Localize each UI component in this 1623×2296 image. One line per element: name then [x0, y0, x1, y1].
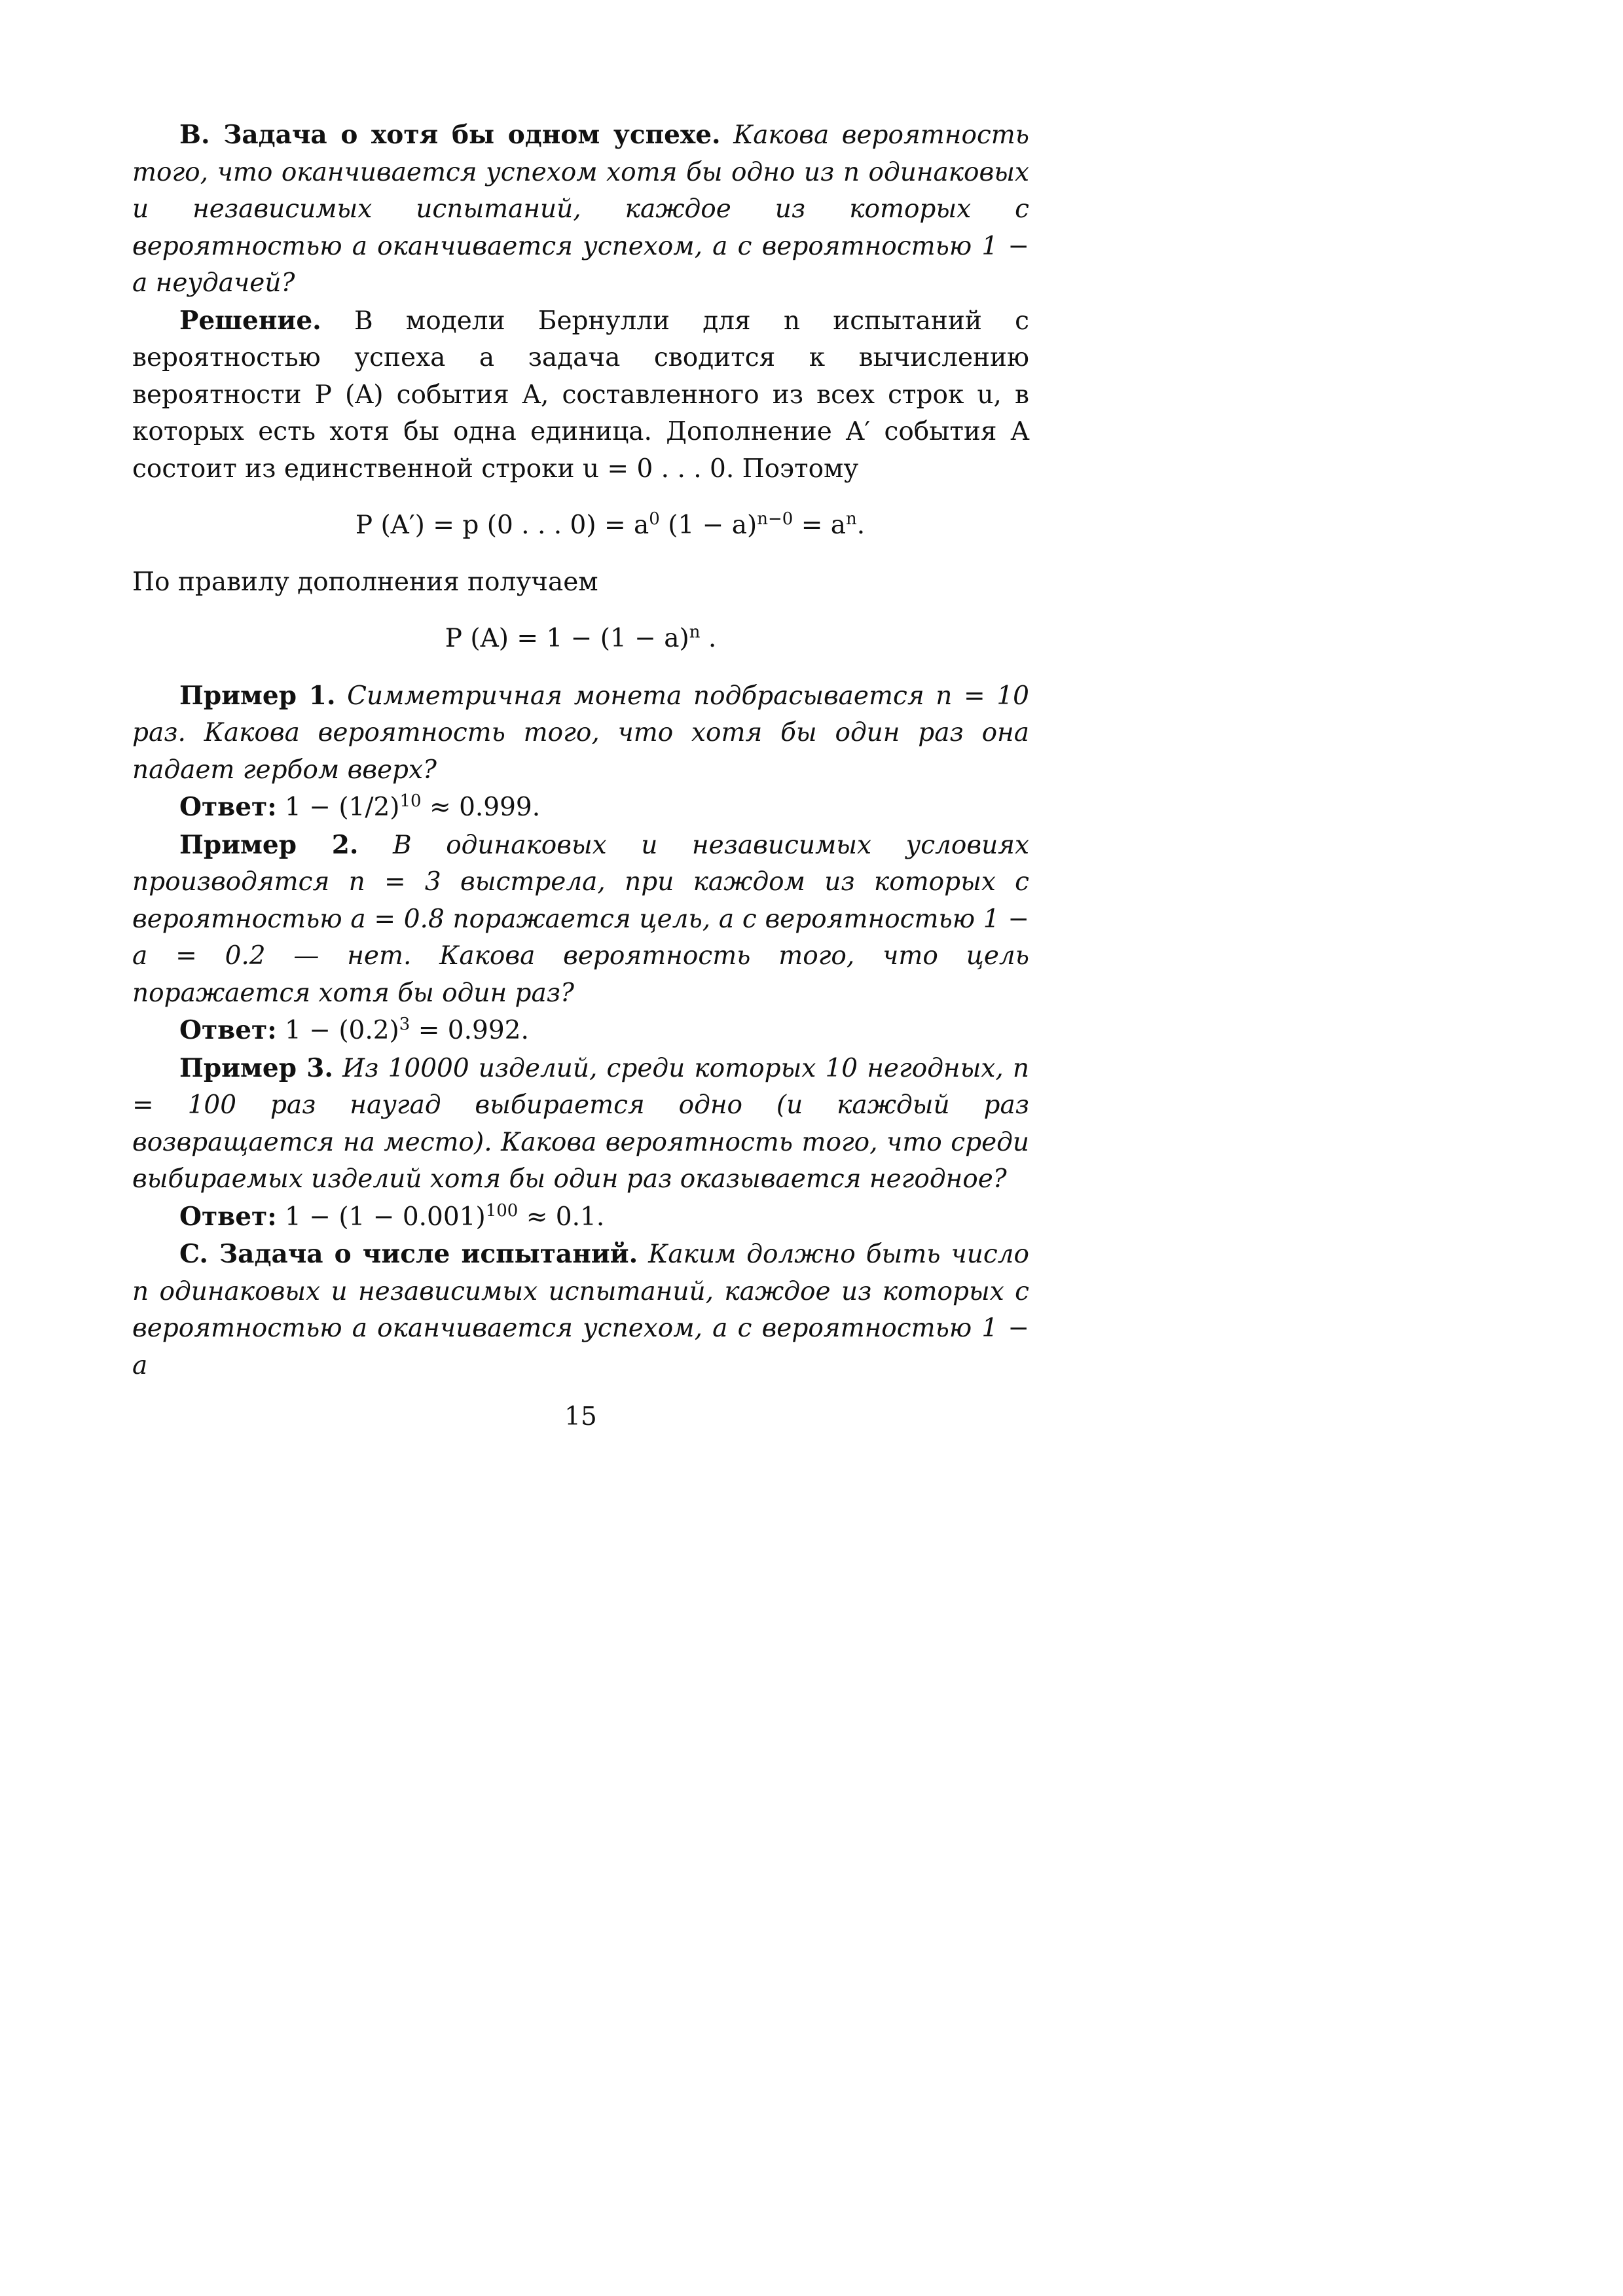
page-number: 15 — [564, 1402, 597, 1431]
example-1-label: Пример 1. — [179, 680, 336, 711]
solution-label: Решение. — [179, 305, 321, 336]
example-2-answer — [132, 1012, 1029, 1050]
example-1-answer-tail: ≈ 0.999. — [421, 793, 541, 822]
example-1-answer-label: Ответ: — [179, 792, 277, 822]
example-3-answer-label: Ответ: — [179, 1201, 277, 1232]
example-2-text: В одинаковых и независимых условиях производятся n = 3 выстрела, при каждом из которых с вероятностью a = 0.8 поражается цель, а с вероятностью 1 − a = 0.2 — нет. Какова вероятность того, что цель поражается хотя бы один раз? — [132, 830, 1029, 1008]
eq1-exp-n-minus-0: n−0 — [757, 509, 793, 529]
equation-complement-probability — [132, 507, 1029, 545]
solution-text: В модели Бернулли для n испытаний с вероятностью успеха a задача сводится к вычислению вероятности P (A) события A, составленного из всех строк u, в которых есть хотя бы одна единица. Дополнение A′ события A состоит из единственной строки u = 0 . . . 0. Поэтому — [132, 306, 1029, 484]
equation-probability-a — [132, 620, 1029, 658]
section-b-paragraph — [132, 117, 1029, 302]
eq2-exp-n: n — [689, 622, 701, 642]
example-1 — [132, 677, 1029, 789]
eq1-exp-zero: 0 — [649, 509, 660, 529]
eq1-lhs: P (A′) = p (0 . . . 0) = a — [355, 511, 649, 540]
complement-rule-text: По правилу дополнения получаем — [132, 567, 598, 597]
section-c-heading: C. Задача о числе испытаний. — [179, 1239, 638, 1269]
section-b-heading: B. Задача о хотя бы одном успехе. — [179, 120, 721, 150]
example-1-text: Симметричная монета подбрасывается n = 10 раз. Какова вероятность того, что хотя бы один раз она падает гербом вверх? — [132, 681, 1029, 785]
example-2-answer-exp: 3 — [399, 1014, 410, 1034]
example-1-answer — [132, 789, 1029, 827]
example-2 — [132, 827, 1029, 1013]
eq1-mid: (1 − a) — [659, 511, 757, 540]
example-2-answer-base: 1 − (0.2) — [285, 1016, 399, 1045]
example-3-answer-base: 1 − (1 − 0.001) — [285, 1202, 486, 1232]
example-2-answer-tail: = 0.992. — [410, 1016, 529, 1045]
example-1-answer-exp: 10 — [399, 791, 422, 811]
example-3-answer — [132, 1198, 1029, 1236]
eq2-end: . — [700, 624, 717, 653]
page-body — [132, 117, 1029, 1384]
eq1-rhs: = a — [793, 511, 847, 540]
example-2-answer-label: Ответ: — [179, 1015, 277, 1045]
eq1-exp-n: n — [846, 509, 857, 529]
solution-paragraph — [132, 302, 1029, 488]
example-3 — [132, 1050, 1029, 1198]
eq1-end: . — [856, 511, 866, 540]
example-3-label: Пример 3. — [179, 1052, 334, 1083]
section-c-paragraph — [132, 1236, 1029, 1384]
eq2-lhs: P (A) = 1 − (1 − a) — [445, 624, 689, 653]
example-1-answer-base: 1 − (1/2) — [285, 793, 400, 822]
section-b-statement: Какова вероятность того, что оканчивается успехом хотя бы одно из n одинаковых и независимых испытаний, каждое из которых с вероятностью a оканчивается успехом, а с вероятностью 1 − a неудачей? — [132, 120, 1029, 298]
section-c-statement: Каким должно быть число n одинаковых и независимых испытаний, каждое из которых с вероятностью a оканчивается успехом, а с вероятностью 1 − a — [132, 1240, 1029, 1380]
example-3-text: Из 10000 изделий, среди которых 10 негодных, n = 100 раз наугад выбирается одно (и каждый раз возвращается на место). Какова вероятность того, что среди выбираемых изделий хотя бы один раз оказывается негодное? — [132, 1053, 1030, 1194]
example-3-answer-tail: ≈ 0.1. — [518, 1202, 605, 1232]
example-3-answer-exp: 100 — [485, 1200, 519, 1221]
example-2-label: Пример 2. — [179, 829, 359, 860]
